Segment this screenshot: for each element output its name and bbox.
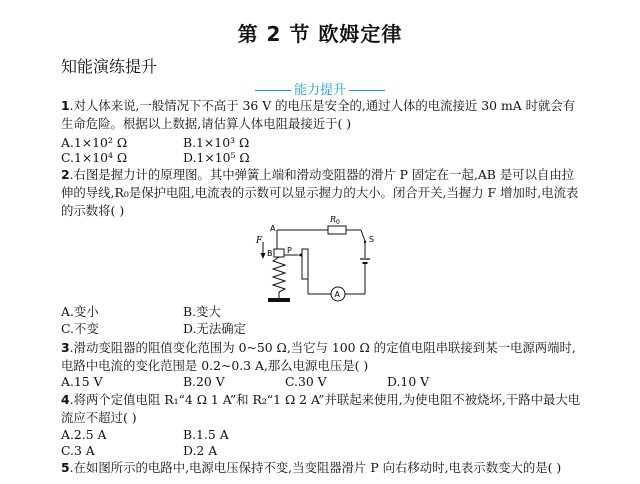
option-d[interactable]: D.2 A <box>183 443 218 458</box>
question-5 <box>61 459 581 477</box>
force-arrowhead <box>261 253 266 259</box>
question-number: 1 <box>61 98 70 113</box>
base <box>268 298 290 302</box>
switch-contact <box>364 241 366 243</box>
option-b[interactable]: B.1×10³ Ω <box>183 135 250 150</box>
option-b[interactable]: B.1.5 A <box>183 427 229 442</box>
question-number: 3 <box>61 340 70 355</box>
options-row <box>61 149 361 166</box>
option-c[interactable]: C.不变 <box>61 321 99 336</box>
options-row <box>61 426 361 443</box>
page-title: 第 2 节 欧姆定律 <box>237 22 403 46</box>
label-r0: $R_0$ <box>330 215 340 226</box>
option-a[interactable]: A.15 V <box>61 374 103 389</box>
grip-meter-circuit-diagram <box>253 212 383 306</box>
slider-p-tip <box>298 253 302 257</box>
question-3 <box>61 339 581 375</box>
option-d[interactable]: D.1×10⁵ Ω <box>183 150 250 165</box>
question-text: .右图是握力计的原理图。其中弹簧上端和滑动变阻器的滑片 P 固定在一起,AB 是可以自由拉伸的导线,R₀是保护电阻,电流表的示数可以显示握力的大小。闭合开关,当握力 F 增加时,电流表的示数将( ) <box>61 167 579 218</box>
question-number: 2 <box>61 167 70 182</box>
option-d[interactable]: D.10 V <box>387 374 430 389</box>
question-text: .在如图所示的电路中,电源电压保持不变,当变阻器滑片 P 向右移动时,电表示数变大的是( ) <box>69 460 562 475</box>
options-row <box>61 373 481 390</box>
question-number: 4 <box>61 392 70 407</box>
options-row <box>61 320 361 337</box>
grip-handle <box>274 249 284 257</box>
option-c[interactable]: C.3 A <box>61 443 95 458</box>
spring <box>273 257 285 292</box>
switch-s <box>361 230 365 241</box>
heading-left-rule <box>255 90 291 91</box>
label-a: A <box>270 224 276 233</box>
page-subtitle: 知能演练提升 <box>61 57 158 76</box>
ammeter-label: A <box>334 290 340 299</box>
option-c[interactable]: C.1×10⁴ Ω <box>61 150 128 165</box>
option-a[interactable]: A.1×10² Ω <box>61 135 128 150</box>
label-s: S <box>369 235 375 244</box>
option-a[interactable]: A.变小 <box>61 304 99 319</box>
question-4 <box>61 391 581 427</box>
question-text: .对人体来说,一般情况下不高于 36 V 的电压是安全的,通过人体的电流接近 30 mA 时就会有生命危险。根据以上数据,请估算人体电阻最接近于( ) <box>61 98 576 131</box>
option-d[interactable]: D.无法确定 <box>183 321 246 336</box>
options-row <box>61 442 361 459</box>
option-b[interactable]: B.变大 <box>183 304 221 319</box>
label-f: F <box>256 236 263 246</box>
heading-right-rule <box>349 90 385 91</box>
resistor-r0 <box>328 226 346 234</box>
question-number: 5 <box>61 460 70 475</box>
option-c[interactable]: C.30 V <box>285 374 327 389</box>
option-a[interactable]: A.2.5 A <box>61 427 107 442</box>
label-p: P <box>287 246 292 255</box>
question-text: .滑动变阻器的阻值变化范围为 0~50 Ω,当它与 100 Ω 的定值电阻串联接到某一电源两端时,电路中电流的变化范围是 0.2~0.3 A,那么电源电压是( ) <box>61 340 576 373</box>
section-heading-label: 能力提升 <box>293 83 346 98</box>
options-row <box>61 303 361 320</box>
question-text: .将两个定值电阻 R₁“4 Ω 1 A”和 R₂“1 Ω 2 A”并联起来使用,为使电阻不被烧坏,干路中最大电流应不超过( ) <box>61 392 581 425</box>
question-1 <box>61 97 581 133</box>
label-b: B <box>267 249 273 258</box>
rheostat <box>302 249 308 279</box>
option-b[interactable]: B.20 V <box>183 374 225 389</box>
section-heading <box>0 79 640 98</box>
